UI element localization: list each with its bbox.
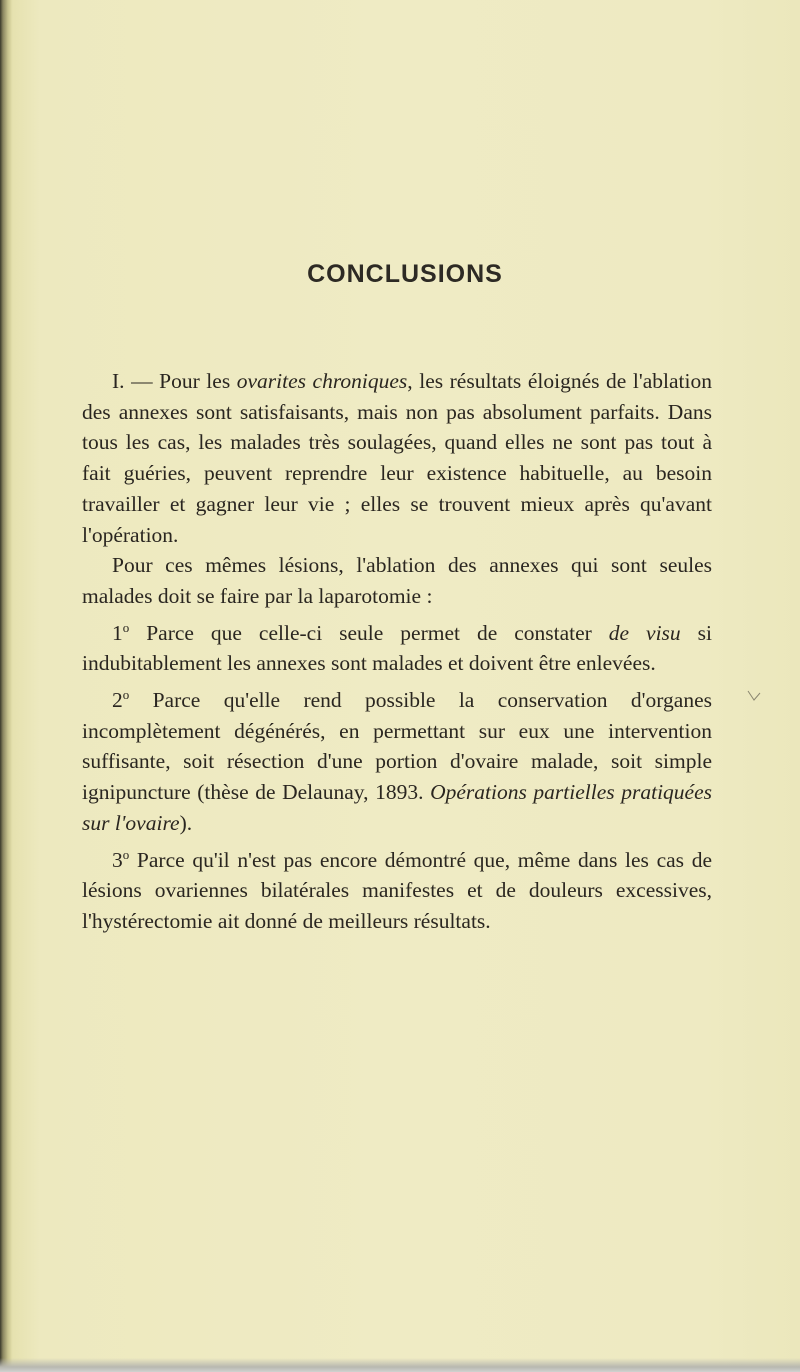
paragraph-5-text: Parce qu'il n'est pas encore démontré que, même dans les cas de lésions ovariennes bilatérales manifestes et de douleurs excessives, l'hystérectomie ait donné de meilleurs résultats.: [82, 847, 712, 933]
paragraph-4-emphasis: Opérations partielles pratiquées sur l'ovaire: [82, 780, 713, 835]
paragraph-4-lead: Parce qu'elle rend possible la conservation d'organes incomplètement dégénérés, en permettant sur eux une intervention suffisante, soit résection d'une portion d'ovaire malade, soit simple ignipuncture (thèse de Delaunay, 1893.: [82, 688, 712, 805]
paragraph-4-ordinal: o: [122, 686, 130, 702]
pencil-mark-icon: [747, 690, 761, 702]
paragraph-1-lead: I. — Pour les: [112, 369, 237, 393]
paragraph-3-emphasis: de visu: [608, 620, 681, 645]
paragraph-3: [82, 618, 712, 679]
paragraph-2-text: Pour ces mêmes lésions, l'ablation des annexes qui sont seules malades doit se faire par la laparotomie :: [82, 553, 712, 608]
paragraph-4: [82, 685, 712, 839]
page-title: CONCLUSIONS: [307, 259, 503, 288]
paragraph-3-rest: si indubitablement les annexes sont malades et doivent être enlevées.: [82, 620, 712, 676]
conclusions-body: [82, 366, 712, 937]
paragraph-5-ordinal: o: [122, 846, 130, 862]
paragraph-3-number: 1: [112, 620, 123, 645]
paragraph-5-number: 3: [112, 847, 123, 872]
page-binding-edge: [0, 0, 12, 1372]
paragraph-4-rest: ).: [179, 810, 193, 835]
page-bottom-edge: [0, 1358, 800, 1372]
paragraph-1-emphasis: ovarites chroniques: [236, 369, 408, 393]
paragraph-3-ordinal: o: [122, 619, 130, 635]
paragraph-1: [82, 366, 712, 550]
paragraph-1-rest: , les résultats éloignés de l'ablation des annexes sont satisfaisants, mais non pas absolument parfaits. Dans tous les cas, les malades très soulagées, quand elles ne sont pas tout à fait guéries, peuvent reprendre leur existence habituelle, au besoin travailler et gagner leur vie ; elles se trouvent mieux après qu'avant l'opération.: [82, 369, 712, 547]
paragraph-2: [82, 550, 712, 611]
paragraph-3-lead: Parce que celle-ci seule permet de constater: [129, 620, 609, 645]
paragraph-4-number: 2: [112, 688, 123, 713]
paragraph-5: [82, 845, 712, 937]
